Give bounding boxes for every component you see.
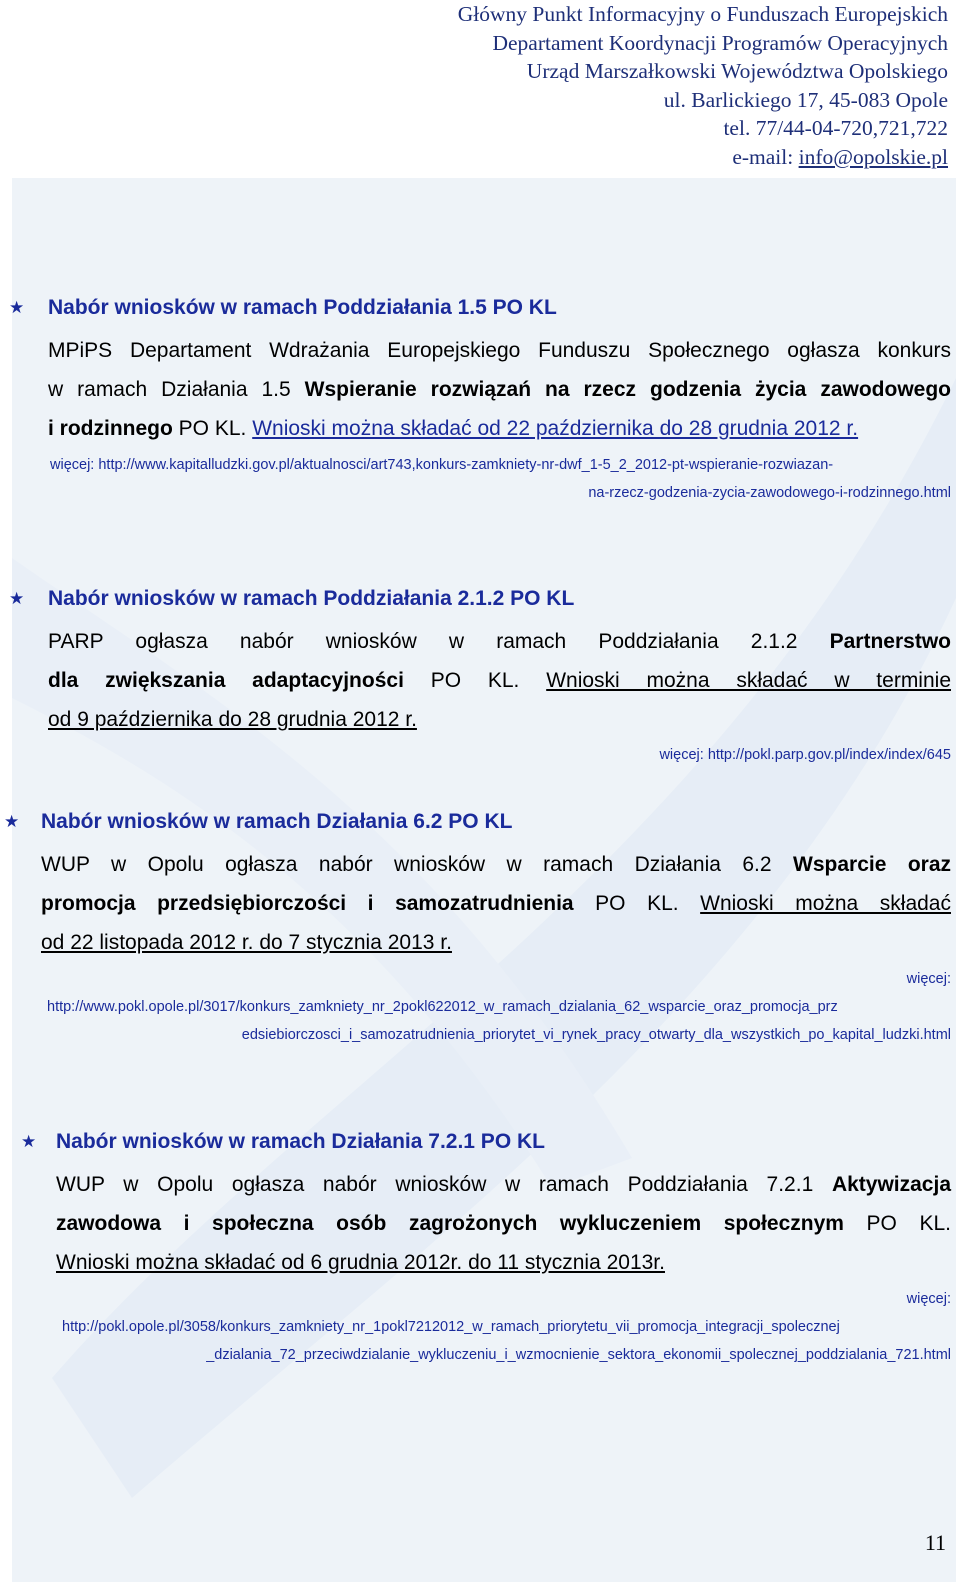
star-bullet-icon: ★ (9, 589, 25, 608)
announcement-title: Nabór wniosków w ramach Działania 7.2.1 PO KL (56, 1130, 545, 1153)
more-label-line (41, 965, 951, 993)
more-url[interactable]: http://www.kapitalludzki.gov.pl/aktualnosci/art743,konkurs-zamkniety-nr-dwf_1-5_2_2012-pt-wspieranie-rozwiazan- (98, 457, 834, 473)
more-url[interactable]: http://pokl.parp.gov.pl/index/index/645 (707, 747, 951, 763)
announcement-title: Nabór wniosków w ramach Poddziałania 2.1.2 PO KL (48, 587, 575, 610)
announcement-text-line: MPiPS Departament Wdrażania Europejskiego Funduszu Społecznego ogłasza konkurs (48, 339, 951, 362)
announcement-text-line: WUP w Opolu ogłasza nabór wniosków w ramach Działania 6.2 Wsparcie oraz (41, 853, 951, 876)
announcement-title: Nabór wniosków w ramach Poddziałania 1.5 PO KL (48, 296, 557, 319)
announcement-text-line: zawodowa i społeczna osób zagrożonych wykluczeniem społecznym PO KL. (56, 1212, 951, 1235)
announcement-1 (9, 294, 951, 507)
more-label: więcej: (906, 971, 951, 987)
header-line-1: Główny Punkt Informacyjny o Funduszach Europejskich (457, 2, 948, 26)
page-number: 11 (924, 1530, 946, 1555)
star-bullet-icon: ★ (4, 812, 20, 831)
announcement-text-line: WUP w Opolu ogłasza nabór wniosków w ramach Poddziałania 7.2.1 Aktywizacja (56, 1173, 951, 1196)
announcement-text-line (48, 700, 951, 739)
star-bullet-icon: ★ (21, 1132, 37, 1151)
deadline-text: od 22 listopada 2012 r. do 7 stycznia 2013 r. (41, 931, 452, 954)
announcement-title: Nabór wniosków w ramach Działania 6.2 PO KL (41, 810, 513, 833)
more-link-line (56, 1341, 951, 1369)
header-email-line (458, 143, 948, 172)
more-url[interactable]: _dzialania_72_przeciwdzialanie_wykluczeniu_i_wzmocnienie_sektora_ekonomii_spolecznej_poddzialania_721.html (206, 1347, 951, 1363)
announcement-text-line (41, 923, 951, 962)
header-line-5: tel. 77/44-04-720,721,722 (723, 116, 948, 141)
deadline-text: od 9 października do 28 grudnia 2012 r. (48, 708, 417, 731)
more-label-line (56, 1285, 951, 1313)
announcement-text-line: dla zwiększania adaptacyjności PO KL. Wnioski można składać w terminie (48, 669, 951, 692)
more-link-line (48, 479, 951, 507)
email-link[interactable]: info@opolskie.pl (798, 144, 948, 169)
more-link-line (48, 741, 951, 769)
more-link-line (48, 451, 951, 479)
email-label: e-mail: (732, 144, 799, 169)
more-url[interactable]: edsiebiorczosci_i_samozatrudnienia_priorytet_vi_rynek_pracy_otwarty_dla_wszystkich_po_kapital_ludzki.html (241, 1027, 951, 1043)
announcement-text-line: i rodzinnego PO KL. Wnioski można składać od 22 października do 28 grudnia 2012 r. (48, 417, 859, 440)
announcement-text-line: PARP ogłasza nabór wniosków w ramach Poddziałania 2.1.2 Partnerstwo (48, 630, 951, 653)
header-line-4: ul. Barlickiego 17, 45-083 Opole (663, 87, 948, 112)
deadline-text: Wnioski można składać od 22 października do 28 grudnia 2012 r. (252, 417, 859, 440)
announcement-text-line (56, 1243, 951, 1282)
more-url[interactable]: http://www.pokl.opole.pl/3017/konkurs_zamkniety_nr_2pokl622012_w_ramach_dzialania_62_wsparcie_oraz_promocja_prz (47, 999, 838, 1015)
more-label: więcej: (906, 1291, 951, 1307)
more-label: więcej: (50, 457, 99, 473)
star-bullet-icon: ★ (9, 298, 25, 317)
deadline-text: Wnioski można składać od 6 grudnia 2012r. do 11 stycznia 2013r. (56, 1251, 665, 1274)
document-header (458, 0, 948, 172)
more-label: więcej: (659, 747, 708, 763)
announcement-3 (4, 808, 951, 1049)
header-line-3: Urząd Marszałkowski Województwa Opolskiego (526, 59, 948, 84)
header-line-2: Departament Koordynacji Programów Operacyjnych (492, 30, 948, 55)
announcement-text-line: w ramach Działania 1.5 Wspieranie rozwiązań na rzecz godzenia życia zawodowego (48, 378, 951, 401)
more-link-line (41, 993, 951, 1021)
more-link-line (41, 1021, 951, 1049)
more-url[interactable]: http://pokl.opole.pl/3058/konkurs_zamkniety_nr_1pokl7212012_w_ramach_priorytetu_vii_promocja_integracji_spolecznej (62, 1319, 840, 1335)
announcement-text-line: promocja przedsiębiorczości i samozatrudnienia PO KL. Wnioski można składać (41, 892, 951, 915)
more-link-line (56, 1313, 951, 1341)
announcement-2 (9, 585, 951, 769)
more-url[interactable]: na-rzecz-godzenia-zycia-zawodowego-i-rodzinnego.html (588, 485, 951, 501)
announcement-4 (21, 1128, 951, 1369)
